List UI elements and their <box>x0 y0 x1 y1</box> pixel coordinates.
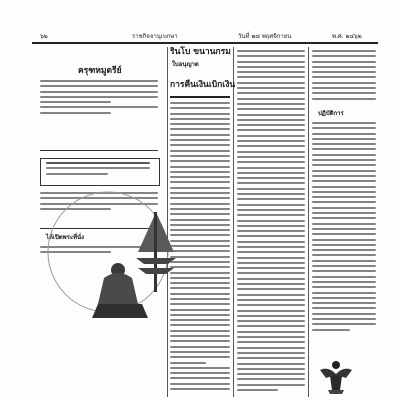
right-top-text <box>312 50 376 103</box>
section-rule <box>40 150 158 151</box>
middle-heading: รินโบ ขนานกรม <box>170 47 231 57</box>
issue-year: พ.ศ. ๒๔๖๒ <box>332 33 362 40</box>
left-paragraph <box>40 80 158 117</box>
middle-body-text <box>170 102 230 393</box>
right-body-text <box>312 122 376 334</box>
figure-base <box>92 304 148 318</box>
figure-body <box>98 273 138 304</box>
subheading-rule <box>170 96 230 98</box>
right-heading: ปฏิบัติการ <box>318 110 344 117</box>
header-rule <box>32 42 378 44</box>
column-divider <box>233 47 234 397</box>
publication-title: ราชกิจจานุเบกษา <box>132 33 178 40</box>
umbrella-pole <box>154 212 157 292</box>
middle-small-line: ใบอนุญาต <box>172 61 199 68</box>
running-head <box>32 32 378 42</box>
left-section-title: ครุฑหมูตรีย์ <box>78 66 122 76</box>
middle-subheading: การคืนเงินเบิกเงิน <box>170 80 236 90</box>
second-column-text <box>237 50 305 394</box>
illustration-caption: ได้เปิดพระที่นั่ง <box>46 234 85 241</box>
column-divider <box>308 47 309 397</box>
issue-date: วันที่ ๒๘ พฤศจิกายน <box>238 33 292 40</box>
page-number: ๖๒ <box>40 33 48 40</box>
garuda-crest-icon <box>316 356 356 396</box>
